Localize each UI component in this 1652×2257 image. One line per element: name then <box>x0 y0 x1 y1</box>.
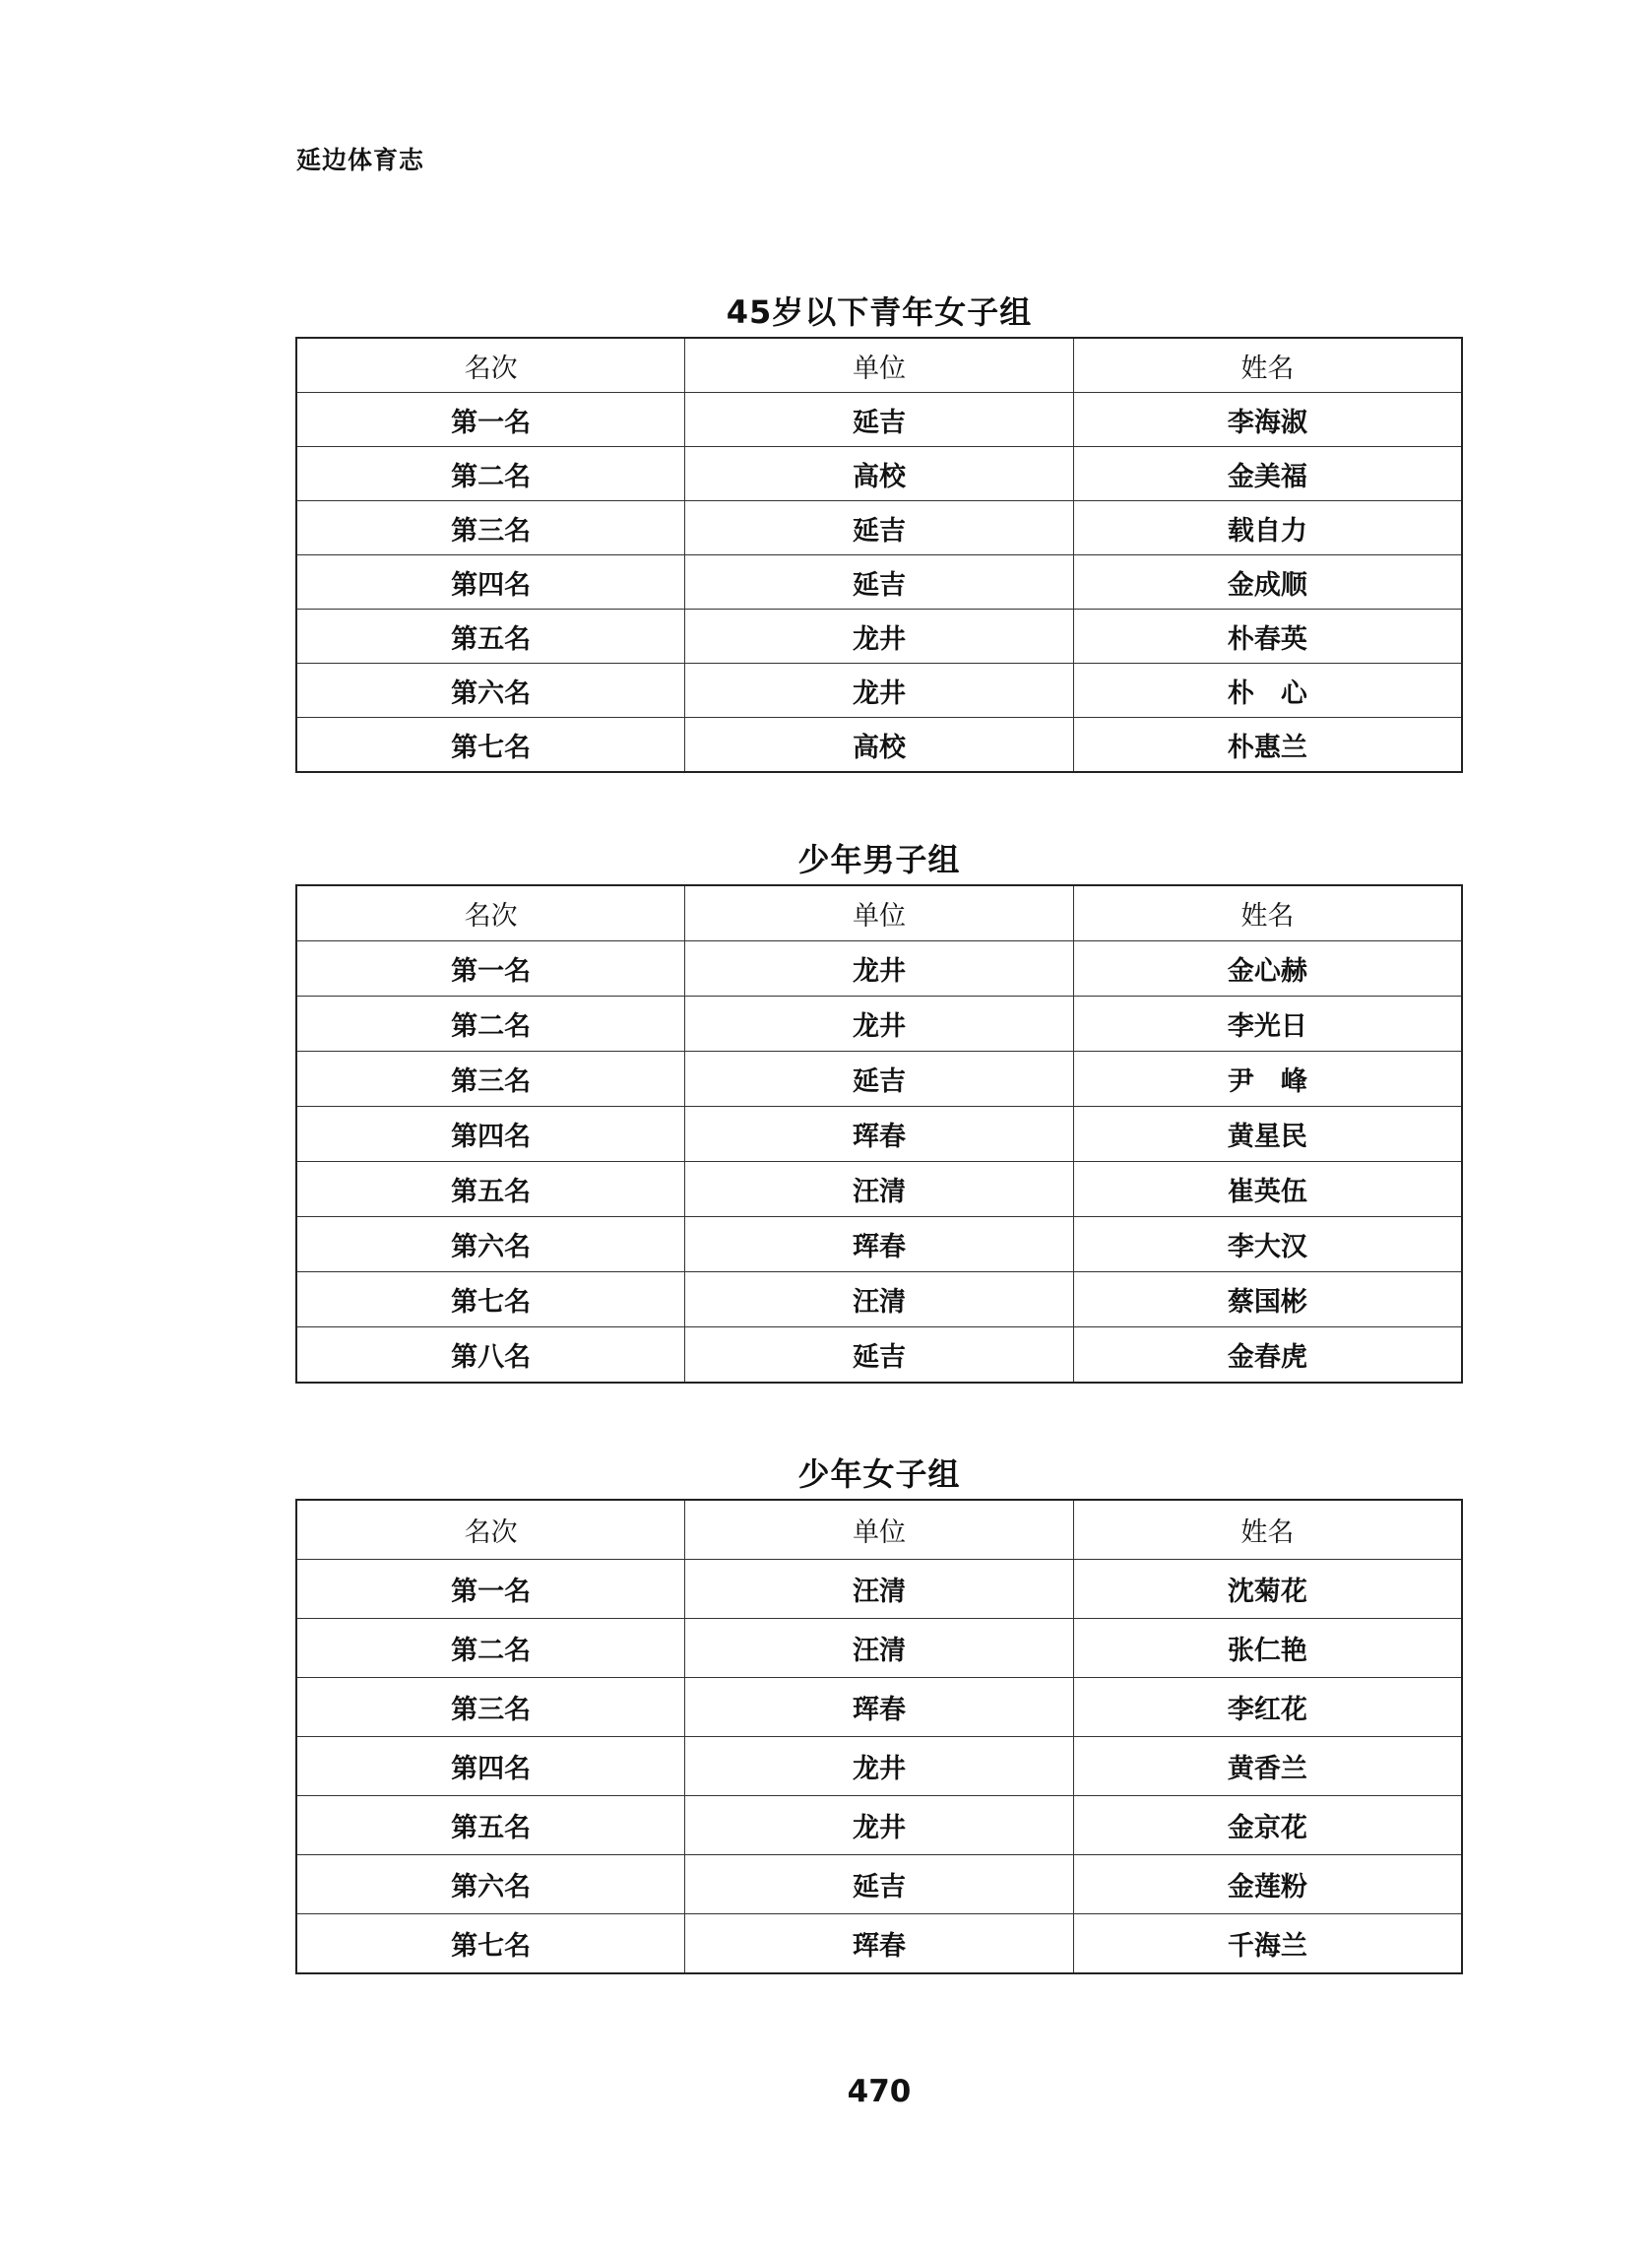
unit-cell: 延吉 <box>685 555 1074 610</box>
table-row <box>296 501 1462 555</box>
rank-cell: 第一名 <box>296 941 685 997</box>
section-title: 少年男子组 <box>797 841 961 878</box>
ranking-table <box>295 1499 1463 1974</box>
table-row <box>296 1107 1462 1162</box>
unit-cell: 高校 <box>685 718 1074 773</box>
name-cell: 李大汉 <box>1073 1217 1462 1272</box>
section-title: 少年女子组 <box>797 1455 961 1493</box>
unit-cell: 延吉 <box>685 393 1074 447</box>
name-cell: 黄香兰 <box>1073 1737 1462 1796</box>
running-header: 延边体育志 <box>296 146 425 174</box>
unit-cell: 龙井 <box>685 1796 1074 1855</box>
table-header-row <box>296 885 1462 941</box>
unit-cell: 延吉 <box>685 1855 1074 1914</box>
name-cell: 金成顺 <box>1073 555 1462 610</box>
ranking-table <box>295 884 1463 1384</box>
unit-cell: 珲春 <box>685 1914 1074 1974</box>
table-row <box>296 1052 1462 1107</box>
rank-cell: 第五名 <box>296 1796 685 1855</box>
rank-cell: 第二名 <box>296 1619 685 1678</box>
rank-cell: 第四名 <box>296 1737 685 1796</box>
name-cell: 黄星民 <box>1073 1107 1462 1162</box>
unit-cell: 汪清 <box>685 1272 1074 1327</box>
table-row <box>296 1914 1462 1974</box>
rank-cell: 第三名 <box>296 1678 685 1737</box>
rank-cell: 第一名 <box>296 393 685 447</box>
column-header-unit: 单位 <box>685 338 1074 393</box>
table-row <box>296 941 1462 997</box>
rank-cell: 第一名 <box>296 1560 685 1619</box>
rank-cell: 第七名 <box>296 1914 685 1974</box>
rank-cell: 第四名 <box>296 555 685 610</box>
column-header-rank: 名次 <box>296 1500 685 1560</box>
rank-cell: 第七名 <box>296 1272 685 1327</box>
column-header-rank: 名次 <box>296 338 685 393</box>
name-cell: 千海兰 <box>1073 1914 1462 1974</box>
section-junior-men <box>295 835 1463 1384</box>
table-row <box>296 1217 1462 1272</box>
table-header-row <box>296 1500 1462 1560</box>
name-cell: 张仁艳 <box>1073 1619 1462 1678</box>
table-row <box>296 1678 1462 1737</box>
rank-cell: 第二名 <box>296 997 685 1052</box>
unit-cell: 延吉 <box>685 501 1074 555</box>
rank-cell: 第三名 <box>296 1052 685 1107</box>
name-cell: 金莲粉 <box>1073 1855 1462 1914</box>
rank-cell: 第五名 <box>296 610 685 664</box>
column-header-rank: 名次 <box>296 885 685 941</box>
name-cell: 李海淑 <box>1073 393 1462 447</box>
table-row <box>296 1796 1462 1855</box>
table-row <box>296 1162 1462 1217</box>
name-cell: 朴 心 <box>1073 664 1462 718</box>
unit-cell: 汪清 <box>685 1619 1074 1678</box>
name-cell: 载自力 <box>1073 501 1462 555</box>
unit-cell: 龙井 <box>685 1737 1074 1796</box>
rank-cell: 第八名 <box>296 1327 685 1384</box>
table-row <box>296 1855 1462 1914</box>
unit-cell: 高校 <box>685 447 1074 501</box>
table-row <box>296 610 1462 664</box>
name-cell: 金美福 <box>1073 447 1462 501</box>
name-cell: 金京花 <box>1073 1796 1462 1855</box>
table-row <box>296 1619 1462 1678</box>
rank-cell: 第二名 <box>296 447 685 501</box>
name-cell: 金心赫 <box>1073 941 1462 997</box>
name-cell: 尹 峰 <box>1073 1052 1462 1107</box>
table-row <box>296 1327 1462 1384</box>
column-header-name: 姓名 <box>1073 885 1462 941</box>
table-row <box>296 1737 1462 1796</box>
table-row <box>296 664 1462 718</box>
unit-cell: 珲春 <box>685 1678 1074 1737</box>
rank-cell: 第六名 <box>296 664 685 718</box>
name-cell: 李光日 <box>1073 997 1462 1052</box>
unit-cell: 龙井 <box>685 610 1074 664</box>
name-cell: 朴惠兰 <box>1073 718 1462 773</box>
unit-cell: 龙井 <box>685 664 1074 718</box>
column-header-unit: 单位 <box>685 885 1074 941</box>
table-row <box>296 1560 1462 1619</box>
table-row <box>296 393 1462 447</box>
unit-cell: 珲春 <box>685 1107 1074 1162</box>
rank-cell: 第五名 <box>296 1162 685 1217</box>
column-header-name: 姓名 <box>1073 1500 1462 1560</box>
table-row <box>296 1272 1462 1327</box>
rank-cell: 第六名 <box>296 1855 685 1914</box>
name-cell: 沈菊花 <box>1073 1560 1462 1619</box>
column-header-name: 姓名 <box>1073 338 1462 393</box>
unit-cell: 汪清 <box>685 1560 1074 1619</box>
ranking-table <box>295 337 1463 773</box>
name-cell: 李红花 <box>1073 1678 1462 1737</box>
rank-cell: 第六名 <box>296 1217 685 1272</box>
table-row <box>296 718 1462 773</box>
unit-cell: 龙井 <box>685 941 1074 997</box>
table-header-row <box>296 338 1462 393</box>
unit-cell: 延吉 <box>685 1052 1074 1107</box>
unit-cell: 汪清 <box>685 1162 1074 1217</box>
table-row <box>296 997 1462 1052</box>
rank-cell: 第七名 <box>296 718 685 773</box>
unit-cell: 珲春 <box>685 1217 1074 1272</box>
section-junior-women <box>295 1450 1463 1974</box>
name-cell: 金春虎 <box>1073 1327 1462 1384</box>
page-number: 470 <box>847 2074 912 2109</box>
rank-cell: 第四名 <box>296 1107 685 1162</box>
column-header-unit: 单位 <box>685 1500 1074 1560</box>
unit-cell: 龙井 <box>685 997 1074 1052</box>
section-title: 45岁以下青年女子组 <box>726 293 1033 331</box>
unit-cell: 延吉 <box>685 1327 1074 1384</box>
name-cell: 崔英伍 <box>1073 1162 1462 1217</box>
table-row <box>296 447 1462 501</box>
name-cell: 蔡国彬 <box>1073 1272 1462 1327</box>
section-youth-women-under-45 <box>295 288 1463 773</box>
name-cell: 朴春英 <box>1073 610 1462 664</box>
rank-cell: 第三名 <box>296 501 685 555</box>
table-row <box>296 555 1462 610</box>
